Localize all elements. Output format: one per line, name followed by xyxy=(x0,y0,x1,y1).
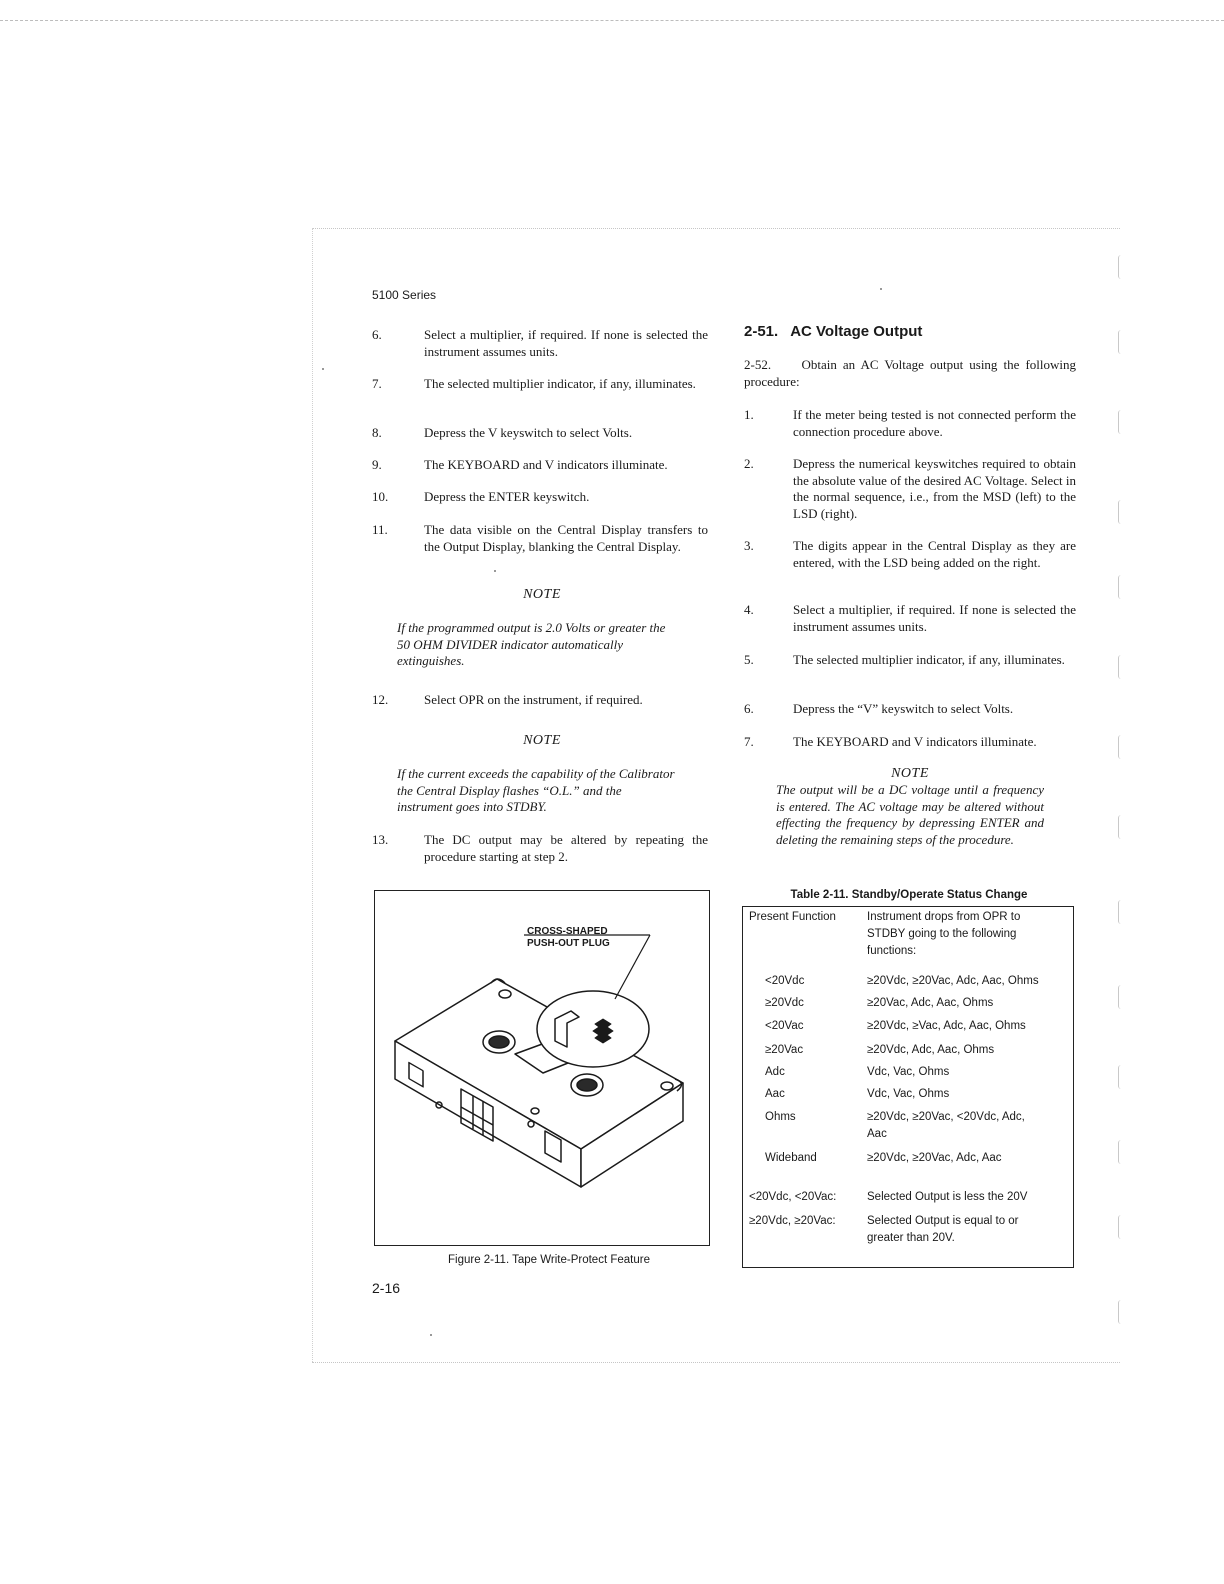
paragraph-number: 2-52. xyxy=(744,357,772,372)
step-number: 11. xyxy=(372,522,388,537)
binding-mark xyxy=(1118,410,1124,434)
step-number: 5. xyxy=(744,652,754,667)
step-text: Select OPR on the instrument, if required. xyxy=(424,692,643,707)
step-number: 4. xyxy=(744,602,754,617)
table-legend-key: <20Vdc, <20Vac: xyxy=(749,1191,837,1203)
binding-mark xyxy=(1118,500,1124,524)
step-number: 10. xyxy=(372,489,389,504)
table-cell-function: ≥20Vdc xyxy=(765,997,804,1009)
step-number: 1. xyxy=(744,407,754,422)
table-cell-drops: ≥20Vdc, ≥Vac, Adc, Aac, Ohms xyxy=(867,1020,1026,1032)
step-text: Select a multiplier, if required. If none is selected the instrument assumes units. xyxy=(793,602,1076,634)
table-cell-drops: Vdc, Vac, Ohms xyxy=(867,1088,950,1100)
table-legend-text: Selected Output is equal to or greater than 20V. xyxy=(867,1215,1019,1244)
table-cell-function: <20Vdc xyxy=(765,975,805,987)
figure-callout-line2: PUSH-OUT PLUG xyxy=(527,938,610,949)
note-heading: NOTE xyxy=(523,733,561,748)
series-header: 5100 Series xyxy=(372,288,437,302)
table-cell-drops: ≥20Vdc, Adc, Aac, Ohms xyxy=(867,1044,995,1056)
note-text: The output will be a DC voltage until a frequency is entered. The AC voltage may be altered without effecting the frequency by depressing ENTER and deleting the remaining steps of the procedure. xyxy=(776,782,1044,847)
table-cell-function: Wideband xyxy=(765,1152,817,1164)
step-text: Select a multiplier, if required. If none is selected the instrument assumes units. xyxy=(424,327,708,359)
step-text: The DC output may be altered by repeating the procedure starting at step 2. xyxy=(424,832,708,864)
binding-mark xyxy=(1118,255,1124,279)
binding-mark xyxy=(1118,1215,1124,1239)
step-text: The KEYBOARD and V indicators illuminate. xyxy=(793,734,1037,749)
step-number: 6. xyxy=(744,701,754,716)
table-cell-drops: ≥20Vdc, ≥20Vac, Adc, Aac xyxy=(867,1152,1002,1164)
table-legend-key: ≥20Vdc, ≥20Vac: xyxy=(749,1215,836,1227)
step-number: 7. xyxy=(372,376,382,391)
binding-mark xyxy=(1118,815,1124,839)
scan-speck xyxy=(494,570,496,572)
step-text: If the meter being tested is not connected perform the connection procedure above. xyxy=(793,407,1076,439)
binding-mark xyxy=(1118,1300,1124,1324)
step-number: 6. xyxy=(372,327,382,342)
step-text: Depress the numerical keyswitches required to obtain the absolute value of the desired AC Voltage. Select in the normal sequence, i.e., from the MSD (left) to the LSD (right). xyxy=(793,456,1076,521)
step-number: 13. xyxy=(372,832,389,847)
table-cell-function: ≥20Vac xyxy=(765,1044,804,1056)
step-number: 7. xyxy=(744,734,754,749)
step-number: 9. xyxy=(372,457,382,472)
binding-mark xyxy=(1118,330,1124,354)
table-title: Table 2-11. Standby/Operate Status Change xyxy=(790,889,1028,901)
step-text: The selected multiplier indicator, if any, illuminates. xyxy=(424,376,696,391)
page-frame-bottom xyxy=(312,1362,1120,1363)
table-header-drops: Instrument drops from OPR to STDBY going to the following functions: xyxy=(867,911,1021,957)
page-frame-left xyxy=(312,228,313,1362)
section-title: AC Voltage Output xyxy=(790,323,923,340)
step-text: Depress the “V” keyswitch to select Volts. xyxy=(793,701,1014,716)
table-cell-drops: ≥20Vdc, ≥20Vac, <20Vdc, Adc, Aac xyxy=(867,1111,1025,1140)
table-cell-drops: ≥20Vac, Adc, Aac, Ohms xyxy=(867,997,994,1009)
binding-mark xyxy=(1118,1140,1124,1164)
scan-speck xyxy=(880,288,882,290)
step-text: The digits appear in the Central Display as they are entered, with the LSD being added on the right. xyxy=(793,538,1076,570)
step-text: Depress the ENTER keyswitch. xyxy=(424,489,590,504)
table-cell-function: <20Vac xyxy=(765,1020,804,1032)
binding-mark xyxy=(1118,1065,1124,1089)
table-header-function: Present Function xyxy=(749,911,836,923)
scan-speck xyxy=(430,1334,432,1336)
step-text: The data visible on the Central Display transfers to the Output Display, blanking the Central Display. xyxy=(424,522,708,554)
section-heading xyxy=(744,323,922,340)
note-text: If the current exceeds the capability of the Calibrator the Central Display flashes “O.L.” and the instrument goes into STDBY. xyxy=(397,766,675,814)
binding-mark xyxy=(1118,735,1124,759)
table-cell-drops: Vdc, Vac, Ohms xyxy=(867,1066,950,1078)
note-text: If the programmed output is 2.0 Volts or greater the 50 OHM DIVIDER indicator automatically extinguishes. xyxy=(397,620,666,668)
note-heading: NOTE xyxy=(891,766,929,781)
binding-mark xyxy=(1118,575,1124,599)
step-number: 8. xyxy=(372,425,382,440)
paragraph xyxy=(744,357,1076,390)
figure-frame xyxy=(374,890,710,1246)
figure-caption: Figure 2-11. Tape Write-Protect Feature xyxy=(448,1254,650,1266)
step-text: The selected multiplier indicator, if any, illuminates. xyxy=(793,652,1065,667)
table-cell-function: Adc xyxy=(765,1066,785,1078)
cassette-illustration xyxy=(375,891,709,1245)
step-text: The KEYBOARD and V indicators illuminate. xyxy=(424,457,668,472)
table-cell-drops: ≥20Vdc, ≥20Vac, Adc, Aac, Ohms xyxy=(867,975,1039,987)
scan-edge-line xyxy=(0,20,1224,21)
table-cell-function: Aac xyxy=(765,1088,785,1100)
step-number: 3. xyxy=(744,538,754,553)
page-number: 2-16 xyxy=(372,1280,401,1296)
paragraph-text: Obtain an AC Voltage output using the following procedure: xyxy=(744,357,1077,389)
table-legend-text: Selected Output is less the 20V xyxy=(867,1191,1028,1203)
table-cell-function: Ohms xyxy=(765,1111,796,1123)
step-number: 12. xyxy=(372,692,389,707)
binding-mark xyxy=(1118,900,1124,924)
binding-mark xyxy=(1118,655,1124,679)
note-heading: NOTE xyxy=(523,587,561,602)
status-change-table xyxy=(742,906,1074,1268)
step-text: Depress the V keyswitch to select Volts. xyxy=(424,425,633,440)
section-number: 2-51. xyxy=(744,323,779,340)
step-number: 2. xyxy=(744,456,754,471)
binding-mark xyxy=(1118,985,1124,1009)
page-frame-top xyxy=(312,228,1120,229)
figure-callout-line1: CROSS-SHAPED xyxy=(527,926,608,937)
scan-speck xyxy=(322,368,324,370)
